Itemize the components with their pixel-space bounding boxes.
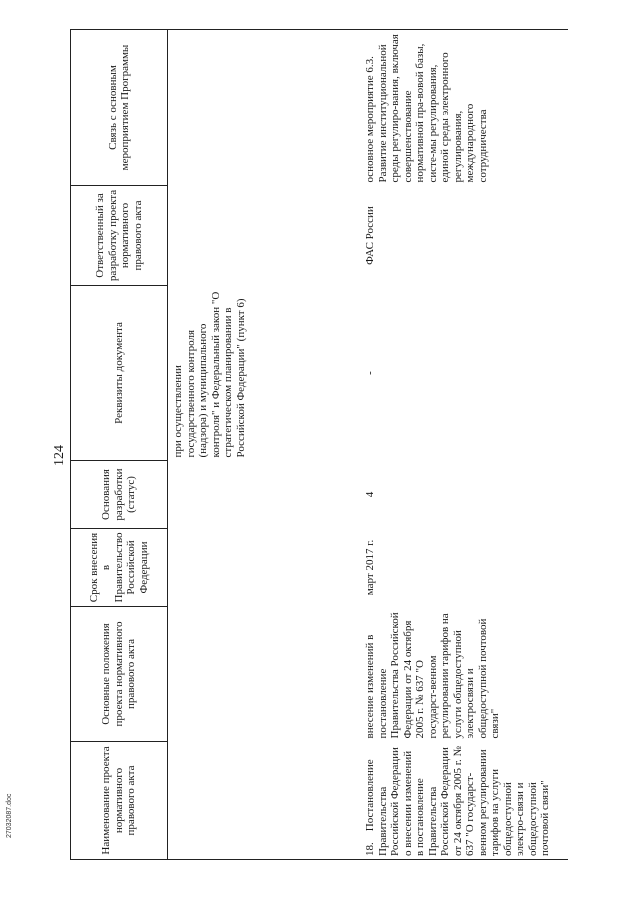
doc-code: 27032087.doc (6, 793, 13, 838)
header-requisites: Реквизиты документа (71, 286, 168, 461)
table-header-row (71, 30, 168, 860)
continuation-requisites: при осуществлении государственного контроля (надзора) и муниципального контроля" и Федеральный закон "О стратегическом планировании в Российской Федерации" (пункт 6) (172, 291, 247, 458)
legislation-plan-table (70, 29, 568, 860)
row-name-text: Постановление Правительства Российской Федерации о внесении изменений в постановление Правительства Российской Федерации от 24 октября 2005 г. № 637 "О государст-венном регулировании тарифов на услуги общедоступной электро-связи и общедоступной почтовой связи" (364, 745, 551, 856)
header-provisions: Основные положения проекта нормативного правового акта (71, 607, 168, 742)
row-responsible: ФАС России (364, 206, 376, 265)
row-name (360, 742, 568, 860)
row-requisites: - (364, 371, 376, 375)
row-number: 18. (364, 842, 376, 856)
header-deadline: Срок внесения в Правительство Российской Федерации (71, 529, 168, 607)
header-responsible: Ответственный за разработку проекта нормативного правового акта (71, 186, 168, 286)
header-basis: Основания разработки (статус) (71, 461, 168, 529)
row-provisions: внесение изменений в постановление Правительства Российской Федерации от 24 октября 2005 г. № 637 "О государст-венном регулировании тарифов на услуги общедоступной электросвязи и общедоступной почтовой связи" (364, 612, 501, 739)
row-deadline: март 2017 г. (364, 539, 376, 596)
continuation-row (168, 30, 361, 860)
row-basis: 4 (364, 491, 376, 498)
page-number: 124 (52, 445, 67, 466)
rotated-landscape-table (52, 30, 607, 860)
row-link: основное мероприятие 6.3. Развитие институциональной среды регулиро-вания, включая совершенствование нормативной пра-вовой базы, систе-мы регулирования, единой среды электронного регулирования, международного сотрудничества (360, 30, 568, 186)
header-name: Наименование проекта нормативного правового акта (71, 742, 168, 860)
table-row (360, 30, 568, 860)
header-link: Связь с основным мероприятием Программы (71, 30, 168, 186)
